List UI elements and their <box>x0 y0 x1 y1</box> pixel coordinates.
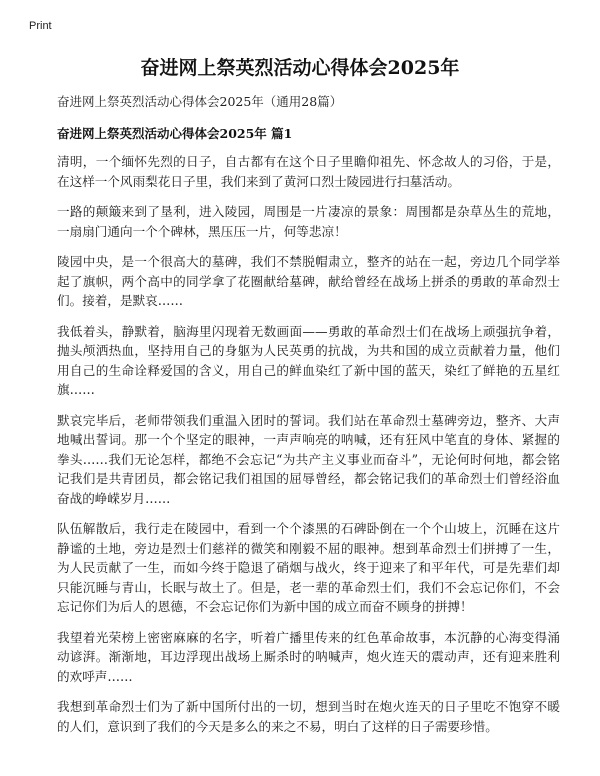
section-heading: 奋进网上祭英烈活动心得体会2025年 篇1 <box>57 126 293 141</box>
document-subtitle: 奋进网上祭英烈活动心得体会2025年（通用28篇） <box>57 94 343 109</box>
paragraph: 清明，一个缅怀先烈的日子，自古都有在这个日子里瞻仰祖先、怀念故人的习俗，于是，在这样一个风雨梨花日子里，我们来到了黄河口烈士陵园进行扫墓活动。 <box>57 154 560 189</box>
paragraph: 我望着光荣榜上密密麻麻的名字，听着广播里传来的红色革命故事，本沉静的心海变得涌动谚湃。渐渐地，耳边浮现出战场上厮杀时的呐喊声，炮火连天的震动声，还有迎来胜利的欢呼声…… <box>57 629 560 684</box>
print-link[interactable]: Print <box>29 20 52 32</box>
paragraph: 我想到革命烈士们为了新中国所付出的一切，想到当时在炮火连天的日子里吃不饱穿不暖的人们，意识到了我们的今天是多么的来之不易，明白了这样的日子需要珍惜。 <box>57 699 560 734</box>
paragraph: 默哀完毕后，老师带领我们重温入团时的誓词。我们站在革命烈士墓碑旁边，整齐、大声地喊出誓词。那一个个坚定的眼神，一声声响亮的呐喊，还有狂风中笔直的身体、紧握的拳头……我们无论怎样，都绝不会忘记“为共产主义事业而奋斗”，无论何时何地，都会铭记我们是共青团员，都会铭记我们祖国的屈辱曾经，都会铭记我们的革命烈士们曾经浴血奋战的峥嵘岁月…… <box>57 412 560 506</box>
paragraph: 一路的颠簸来到了垦利，进入陵园，周围是一片凄凉的景象：周围都是杂草丛生的荒地，一扇扇门通向一个个碑林，黑压压一片，何等悲凉！ <box>57 204 560 239</box>
article-body <box>57 152 560 747</box>
paragraph: 队伍解散后，我行走在陵园中，看到一个个漆黑的石碑卧倒在一个个山坡上，沉睡在这片静谧的土地，旁边是烈士们慈祥的微笑和刚毅不屈的眼神。想到革命烈士们拼搏了一生，为人民贡献了一生，而如今终于隐退了硝烟与战火，终于迎来了和平年代，可是先辈们却只能沉睡与青山，长眠与故土了。但是，老一辈的革命烈士们，我们不会忘记你们，不会忘记你们为后人的恩德，不会忘记你们为新中国的成立而奋不顾身的拼搏！ <box>57 521 560 614</box>
paragraph: 陵园中央，是一个很高大的墓碑，我们不禁脱帽肃立，整齐的站在一起，旁边几个同学举起了旗帜，两个高中的同学拿了花圈献给墓碑，献给曾经在战场上拼杀的勇敢的革命烈士们。接着，是默哀…… <box>57 254 560 308</box>
document-title: 奋进网上祭英烈活动心得体会2025年 <box>140 57 460 79</box>
paragraph: 我低着头，静默着，脑海里闪现着无数画面——勇敢的革命烈士们在战场上顽强抗争着，抛头颅洒热血，坚持用自己的身躯为人民英勇的抗战，为共和国的成立贡献着力量，他们用自己的生命诠释爱国的含义，用自己的鲜血染红了新中国的蓝天，染红了鲜艳的五星红旗…… <box>57 323 560 397</box>
